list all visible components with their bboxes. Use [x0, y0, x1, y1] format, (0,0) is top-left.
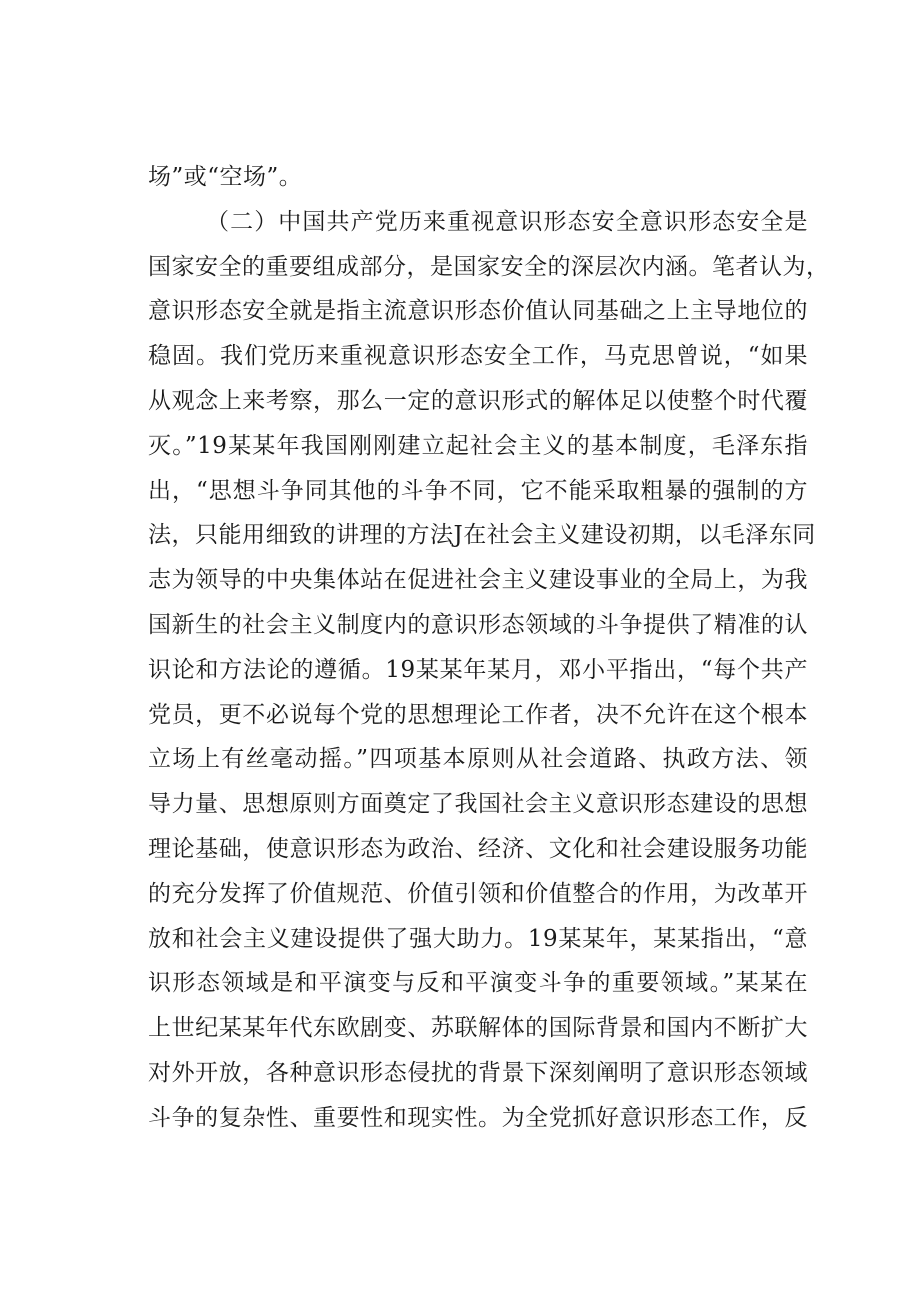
section-heading-line: （二）中国共产党历来重视意识形态安全意识形态安全是 — [206, 208, 808, 235]
text-line: 国新生的社会主义制度内的意识形态领域的斗争提供了精准的认 — [148, 611, 808, 638]
text-line: 国家安全的重要组成部分，是国家安全的深层次内涵。笔者认为， — [148, 253, 830, 280]
text-line: 立场上有丝毫动摇。”四项基本原则从社会道路、执政方法、领 — [148, 746, 808, 773]
body-text — [148, 155, 830, 1141]
text-line: 从观念上来考察，那么一定的意识形式的解体足以使整个时代覆 — [148, 387, 808, 414]
text-line: 稳固。我们党历来重视意识形态安全工作，马克思曾说，“如果 — [148, 343, 808, 370]
text-line: 党员，更不必说每个党的思想理论工作者，决不允许在这个根本 — [148, 701, 808, 728]
text-line: 场”或“空场”。 — [148, 164, 303, 190]
text-line: 放和社会主义建设提供了强大助力。19某某年，某某指出，“意 — [148, 925, 808, 952]
text-line: 意识形态安全就是指主流意识形态价值认同基础之上主导地位的 — [148, 298, 808, 325]
text-line: 出，“思想斗争同其他的斗争不同，它不能采取粗暴的强制的方 — [148, 477, 808, 504]
text-line: 识形态领域是和平演变与反和平演变斗争的重要领域。”某某在 — [148, 970, 808, 997]
text-line: 理论基础，使意识形态为政治、经济、文化和社会建设服务功能 — [148, 835, 808, 862]
text-line: 上世纪某某年代东欧剧变、苏联解体的国际背景和国内不断扩大 — [148, 1015, 808, 1042]
text-line: 法，只能用细致的讲理的方法J在社会主义建设初期，以毛泽东同 — [148, 522, 816, 549]
text-line: 斗争的复杂性、重要性和现实性。为全党抓好意识形态工作，反 — [148, 1104, 808, 1131]
text-line: 对外开放，各种意识形态侵扰的背景下深刻阐明了意识形态领域 — [148, 1059, 808, 1086]
text-line: 的充分发挥了价值规范、价值引领和价值整合的作用，为改革开 — [148, 880, 808, 907]
text-line: 导力量、思想原则方面奠定了我国社会主义意识形态建设的思想 — [148, 791, 808, 818]
text-line: 灭。”19某某年我国刚刚建立起社会主义的基本制度，毛泽东指 — [148, 432, 808, 459]
text-line: 识论和方法论的遵循。19某某年某月，邓小平指出，“每个共产 — [148, 656, 808, 683]
text-line: 志为领导的中央集体站在促进社会主义建设事业的全局上，为我 — [148, 567, 808, 594]
